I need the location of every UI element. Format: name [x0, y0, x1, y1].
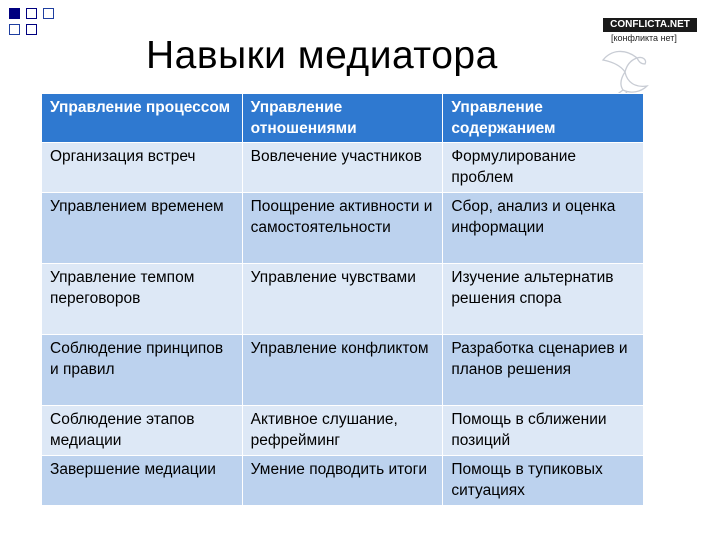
table-cell: Организация встреч — [42, 143, 243, 193]
table-row — [42, 264, 644, 335]
table-row — [42, 193, 644, 264]
table-cell: Завершение медиации — [42, 456, 243, 506]
table-cell: Умение подводить итоги — [242, 456, 443, 506]
square-icon — [26, 24, 37, 35]
table-cell: Формулирование проблем — [443, 143, 644, 193]
table-cell: Поощрение активности и самостоятельности — [242, 193, 443, 264]
square-icon — [43, 8, 54, 19]
table-cell: Изучение альтернатив решения спора — [443, 264, 644, 335]
column-header: Управление содержанием — [443, 94, 644, 143]
table-row — [42, 406, 644, 456]
square-icon — [26, 8, 37, 19]
logo-brand: CONFLICTA.NET — [603, 18, 697, 32]
table-cell: Сбор, анализ и оценка информации — [443, 193, 644, 264]
table-header-row — [42, 94, 644, 143]
table-cell: Соблюдение этапов медиации — [42, 406, 243, 456]
page-title: Навыки медиатора — [146, 34, 498, 77]
column-header: Управление процессом — [42, 94, 243, 143]
table-cell: Разработка сценариев и планов решения — [443, 335, 644, 406]
table-cell: Помощь в сближении позиций — [443, 406, 644, 456]
table-cell: Соблюдение принципов и правил — [42, 335, 243, 406]
table-row — [42, 456, 644, 506]
decorative-squares — [0, 0, 60, 45]
dove-icon — [597, 42, 657, 100]
table-cell: Управление чувствами — [242, 264, 443, 335]
table-cell: Помощь в тупиковых ситуациях — [443, 456, 644, 506]
table-cell: Управление конфликтом — [242, 335, 443, 406]
logo-tagline: [конфликта нет] — [611, 33, 677, 43]
table-cell: Управлением временем — [42, 193, 243, 264]
column-header: Управление отношениями — [242, 94, 443, 143]
table-cell: Активное слушание, рефрейминг — [242, 406, 443, 456]
table-row — [42, 143, 644, 193]
table-cell: Управление темпом переговоров — [42, 264, 243, 335]
skills-table — [41, 93, 644, 506]
logo — [597, 14, 701, 100]
table-cell: Вовлечение участников — [242, 143, 443, 193]
table-row — [42, 335, 644, 406]
square-icon — [9, 8, 20, 19]
square-icon — [9, 24, 20, 35]
